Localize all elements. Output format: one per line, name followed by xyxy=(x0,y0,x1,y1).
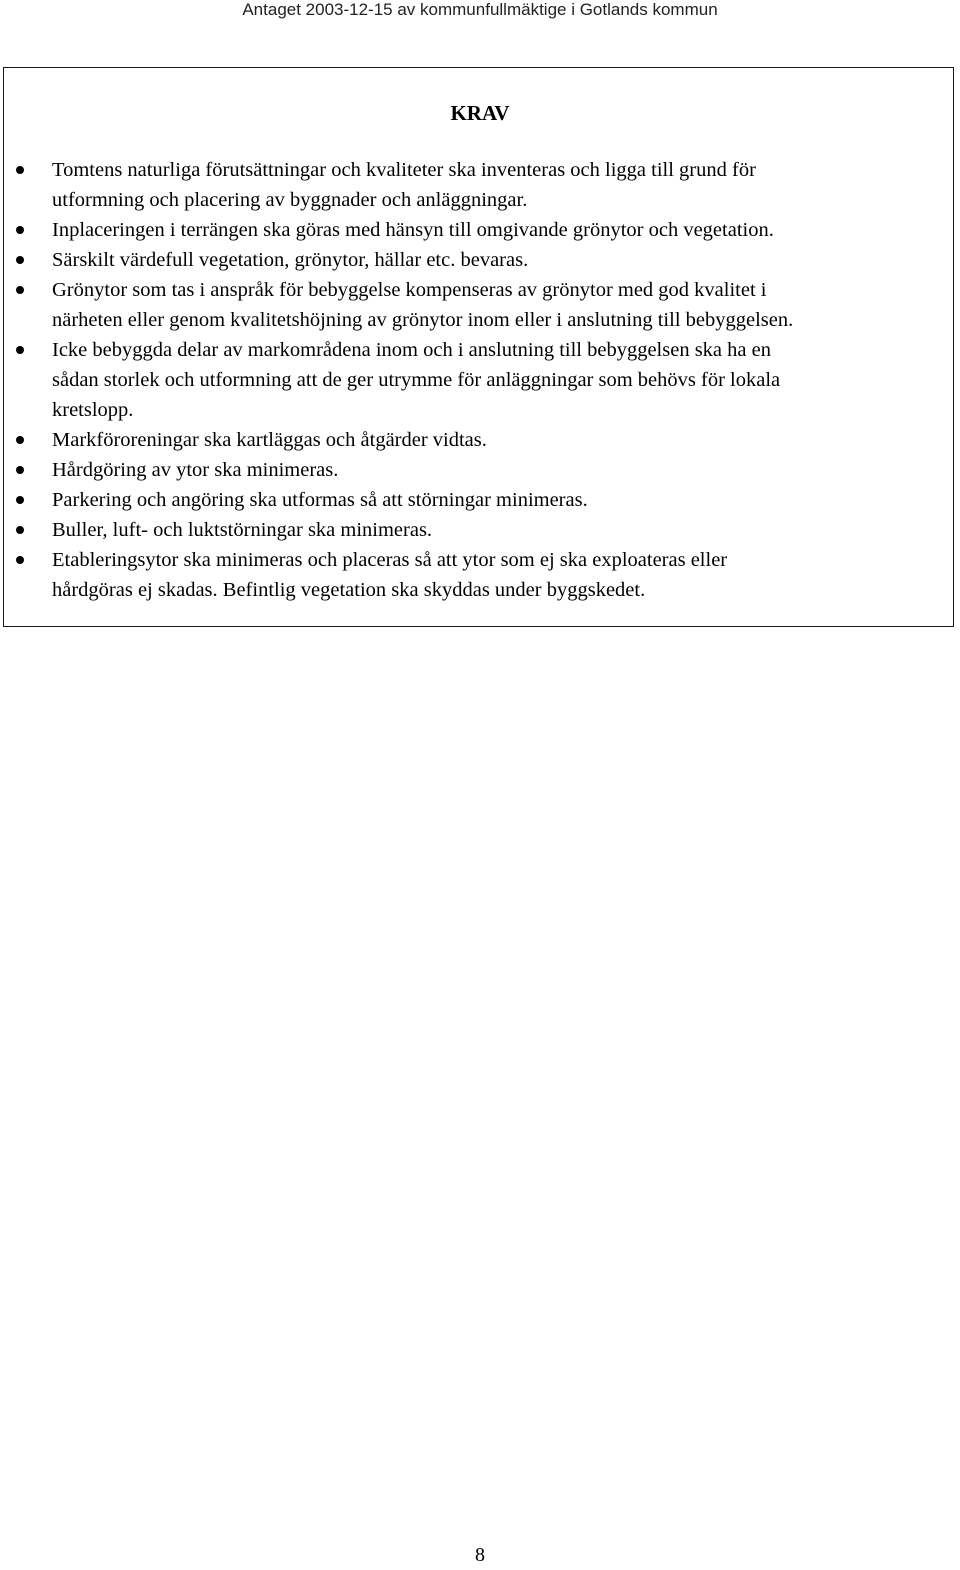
list-item xyxy=(0,425,960,455)
bullet-icon xyxy=(16,526,24,534)
bullet-icon xyxy=(16,346,24,354)
item-line: hårdgöras ej skadas. Befintlig vegetation ska skyddas under byggskedet. xyxy=(52,579,646,601)
list-item xyxy=(0,245,960,275)
item-line: Markföroreningar ska kartläggas och åtgärder vidtas. xyxy=(52,429,487,451)
page-number: 8 xyxy=(475,1544,485,1566)
item-line: kretslopp. xyxy=(52,399,134,421)
item-line: Etableringsytor ska minimeras och placeras så att ytor som ej ska exploateras eller xyxy=(52,549,728,571)
bullet-icon xyxy=(16,166,24,174)
item-line: sådan storlek och utformning att de ger utrymme för anläggningar som behövs för lokala xyxy=(52,369,781,391)
item-line: Icke bebyggda delar av markområdena inom och i anslutning till bebyggelsen ska ha en xyxy=(52,339,771,361)
item-line: närheten eller genom kvalitetshöjning av grönytor inom eller i anslutning till bebyggelsen. xyxy=(52,309,794,331)
item-line: Buller, luft- och luktstörningar ska minimeras. xyxy=(52,519,433,541)
section-title: KRAV xyxy=(450,101,510,125)
item-line: Parkering och angöring ska utformas så att störningar minimeras. xyxy=(52,489,588,511)
bullet-icon xyxy=(16,466,24,474)
item-line: Tomtens naturliga förutsättningar och kvaliteter ska inventeras och ligga till grund för xyxy=(52,159,756,181)
item-line: utformning och placering av byggnader och anläggningar. xyxy=(52,189,528,211)
list-item xyxy=(0,485,960,515)
item-line: Inplaceringen i terrängen ska göras med hänsyn till omgivande grönytor och vegetation. xyxy=(52,219,774,241)
list-item xyxy=(0,215,960,245)
list-item xyxy=(0,455,960,485)
bullet-icon xyxy=(16,556,24,564)
item-line: Särskilt värdefull vegetation, grönytor, hällar etc. bevaras. xyxy=(52,249,529,271)
list-item xyxy=(0,515,960,545)
bullet-icon xyxy=(16,226,24,234)
page-header: Antaget 2003-12-15 av kommunfullmäktige i Gotlands kommun xyxy=(242,0,718,19)
bullet-icon xyxy=(16,436,24,444)
bullet-icon xyxy=(16,286,24,294)
bullet-icon xyxy=(16,496,24,504)
bullet-icon xyxy=(16,256,24,264)
list-item xyxy=(0,545,960,605)
item-line: Grönytor som tas i anspråk för bebyggelse kompenseras av grönytor med god kvalitet i xyxy=(52,279,767,301)
item-line: Hårdgöring av ytor ska minimeras. xyxy=(52,459,339,481)
list-item xyxy=(0,335,960,425)
requirements-list xyxy=(0,155,960,605)
list-item xyxy=(0,275,960,335)
list-item xyxy=(0,155,960,215)
